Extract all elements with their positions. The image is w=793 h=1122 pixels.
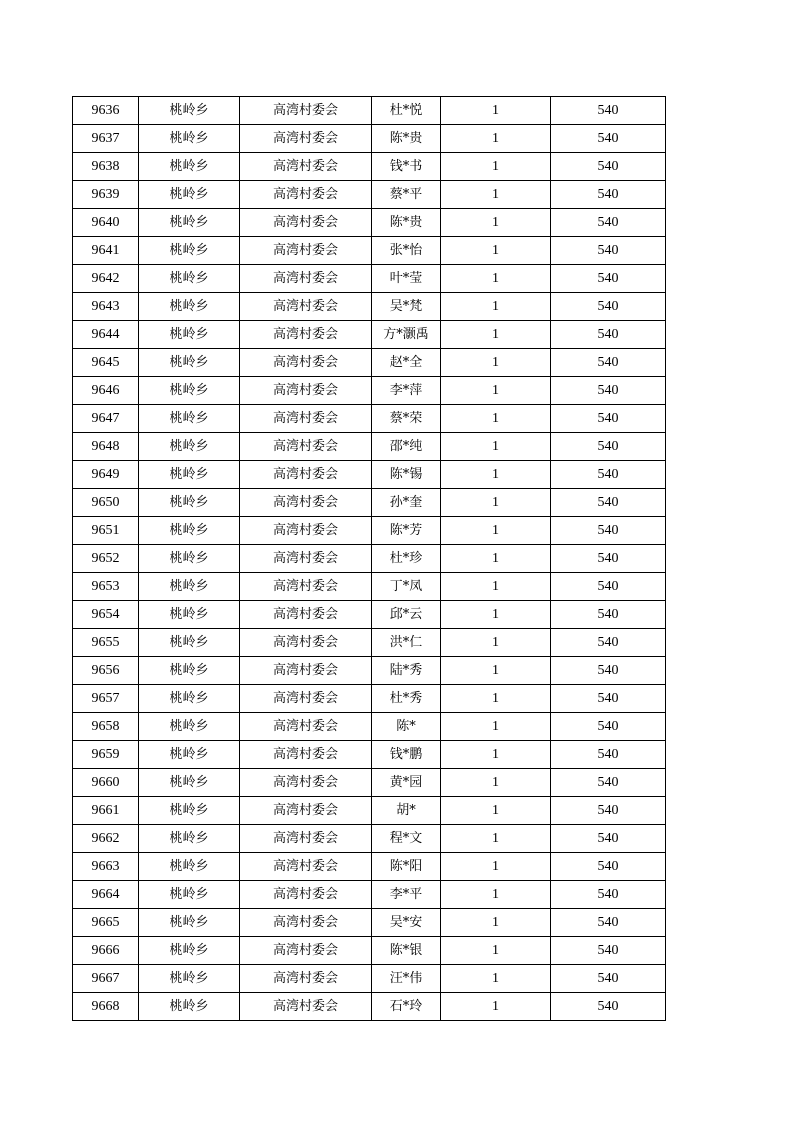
village-committee-cell: 高湾村委会 — [240, 601, 372, 629]
serial-number-cell: 9663 — [73, 853, 139, 881]
count-cell: 1 — [441, 601, 551, 629]
township-cell: 桃岭乡 — [139, 881, 240, 909]
serial-number-cell: 9658 — [73, 713, 139, 741]
township-cell: 桃岭乡 — [139, 657, 240, 685]
township-cell: 桃岭乡 — [139, 741, 240, 769]
table-row — [73, 825, 666, 853]
township-cell: 桃岭乡 — [139, 405, 240, 433]
count-cell: 1 — [441, 321, 551, 349]
township-cell: 桃岭乡 — [139, 153, 240, 181]
village-committee-cell: 高湾村委会 — [240, 517, 372, 545]
serial-number-cell: 9654 — [73, 601, 139, 629]
township-cell: 桃岭乡 — [139, 349, 240, 377]
table-row — [73, 685, 666, 713]
village-committee-cell: 高湾村委会 — [240, 853, 372, 881]
amount-cell: 540 — [551, 685, 666, 713]
amount-cell: 540 — [551, 237, 666, 265]
village-committee-cell: 高湾村委会 — [240, 881, 372, 909]
amount-cell: 540 — [551, 349, 666, 377]
serial-number-cell: 9657 — [73, 685, 139, 713]
village-committee-cell: 高湾村委会 — [240, 769, 372, 797]
village-committee-cell: 高湾村委会 — [240, 97, 372, 125]
serial-number-cell: 9653 — [73, 573, 139, 601]
amount-cell: 540 — [551, 657, 666, 685]
township-cell: 桃岭乡 — [139, 181, 240, 209]
name-cell: 黄*园 — [372, 769, 441, 797]
count-cell: 1 — [441, 965, 551, 993]
name-cell: 陈* — [372, 713, 441, 741]
township-cell: 桃岭乡 — [139, 265, 240, 293]
serial-number-cell: 9645 — [73, 349, 139, 377]
name-cell: 杜*秀 — [372, 685, 441, 713]
village-committee-cell: 高湾村委会 — [240, 545, 372, 573]
name-cell: 程*文 — [372, 825, 441, 853]
count-cell: 1 — [441, 629, 551, 657]
count-cell: 1 — [441, 517, 551, 545]
township-cell: 桃岭乡 — [139, 545, 240, 573]
table-row — [73, 769, 666, 797]
amount-cell: 540 — [551, 853, 666, 881]
table-row — [73, 433, 666, 461]
name-cell: 杜*悦 — [372, 97, 441, 125]
serial-number-cell: 9636 — [73, 97, 139, 125]
serial-number-cell: 9641 — [73, 237, 139, 265]
village-committee-cell: 高湾村委会 — [240, 489, 372, 517]
table-row — [73, 545, 666, 573]
township-cell: 桃岭乡 — [139, 797, 240, 825]
table-row — [73, 937, 666, 965]
amount-cell: 540 — [551, 965, 666, 993]
name-cell: 赵*全 — [372, 349, 441, 377]
village-committee-cell: 高湾村委会 — [240, 573, 372, 601]
table-row — [73, 209, 666, 237]
township-cell: 桃岭乡 — [139, 825, 240, 853]
township-cell: 桃岭乡 — [139, 321, 240, 349]
table-row — [73, 321, 666, 349]
serial-number-cell: 9659 — [73, 741, 139, 769]
table-row — [73, 881, 666, 909]
count-cell: 1 — [441, 237, 551, 265]
name-cell: 李*萍 — [372, 377, 441, 405]
township-cell: 桃岭乡 — [139, 489, 240, 517]
table-row — [73, 713, 666, 741]
name-cell: 杜*珍 — [372, 545, 441, 573]
count-cell: 1 — [441, 405, 551, 433]
amount-cell: 540 — [551, 545, 666, 573]
count-cell: 1 — [441, 349, 551, 377]
village-committee-cell: 高湾村委会 — [240, 293, 372, 321]
serial-number-cell: 9662 — [73, 825, 139, 853]
count-cell: 1 — [441, 573, 551, 601]
table-row — [73, 405, 666, 433]
count-cell: 1 — [441, 489, 551, 517]
count-cell: 1 — [441, 825, 551, 853]
serial-number-cell: 9647 — [73, 405, 139, 433]
serial-number-cell: 9665 — [73, 909, 139, 937]
township-cell: 桃岭乡 — [139, 909, 240, 937]
village-committee-cell: 高湾村委会 — [240, 937, 372, 965]
name-cell: 石*玲 — [372, 993, 441, 1021]
township-cell: 桃岭乡 — [139, 461, 240, 489]
village-committee-cell: 高湾村委会 — [240, 909, 372, 937]
count-cell: 1 — [441, 853, 551, 881]
count-cell: 1 — [441, 881, 551, 909]
village-committee-cell: 高湾村委会 — [240, 349, 372, 377]
table-row — [73, 909, 666, 937]
table-row — [73, 489, 666, 517]
township-cell: 桃岭乡 — [139, 293, 240, 321]
count-cell: 1 — [441, 433, 551, 461]
amount-cell: 540 — [551, 601, 666, 629]
serial-number-cell: 9664 — [73, 881, 139, 909]
count-cell: 1 — [441, 153, 551, 181]
serial-number-cell: 9643 — [73, 293, 139, 321]
count-cell: 1 — [441, 545, 551, 573]
amount-cell: 540 — [551, 881, 666, 909]
amount-cell: 540 — [551, 209, 666, 237]
amount-cell: 540 — [551, 993, 666, 1021]
amount-cell: 540 — [551, 909, 666, 937]
serial-number-cell: 9660 — [73, 769, 139, 797]
township-cell: 桃岭乡 — [139, 125, 240, 153]
table-row — [73, 125, 666, 153]
table-row — [73, 629, 666, 657]
amount-cell: 540 — [551, 405, 666, 433]
name-cell: 方*灏禹 — [372, 321, 441, 349]
village-committee-cell: 高湾村委会 — [240, 825, 372, 853]
roster-table — [72, 96, 666, 1021]
table-row — [73, 741, 666, 769]
serial-number-cell: 9640 — [73, 209, 139, 237]
serial-number-cell: 9648 — [73, 433, 139, 461]
village-committee-cell: 高湾村委会 — [240, 741, 372, 769]
township-cell: 桃岭乡 — [139, 937, 240, 965]
township-cell: 桃岭乡 — [139, 209, 240, 237]
table-row — [73, 965, 666, 993]
township-cell: 桃岭乡 — [139, 601, 240, 629]
township-cell: 桃岭乡 — [139, 237, 240, 265]
table-row — [73, 181, 666, 209]
table-row — [73, 517, 666, 545]
village-committee-cell: 高湾村委会 — [240, 265, 372, 293]
village-committee-cell: 高湾村委会 — [240, 125, 372, 153]
table-row — [73, 153, 666, 181]
serial-number-cell: 9639 — [73, 181, 139, 209]
name-cell: 孙*奎 — [372, 489, 441, 517]
name-cell: 蔡*荣 — [372, 405, 441, 433]
township-cell: 桃岭乡 — [139, 769, 240, 797]
table-row — [73, 853, 666, 881]
village-committee-cell: 高湾村委会 — [240, 797, 372, 825]
township-cell: 桃岭乡 — [139, 965, 240, 993]
table-row — [73, 349, 666, 377]
township-cell: 桃岭乡 — [139, 573, 240, 601]
serial-number-cell: 9661 — [73, 797, 139, 825]
table-row — [73, 265, 666, 293]
serial-number-cell: 9637 — [73, 125, 139, 153]
amount-cell: 540 — [551, 937, 666, 965]
amount-cell: 540 — [551, 461, 666, 489]
serial-number-cell: 9642 — [73, 265, 139, 293]
village-committee-cell: 高湾村委会 — [240, 181, 372, 209]
count-cell: 1 — [441, 713, 551, 741]
name-cell: 丁*凤 — [372, 573, 441, 601]
table-row — [73, 573, 666, 601]
village-committee-cell: 高湾村委会 — [240, 657, 372, 685]
count-cell: 1 — [441, 293, 551, 321]
township-cell: 桃岭乡 — [139, 853, 240, 881]
table-row — [73, 601, 666, 629]
roster-table-body — [73, 97, 666, 1021]
count-cell: 1 — [441, 741, 551, 769]
name-cell: 陈*贵 — [372, 125, 441, 153]
name-cell: 陈*锡 — [372, 461, 441, 489]
name-cell: 洪*仁 — [372, 629, 441, 657]
name-cell: 吴*梵 — [372, 293, 441, 321]
village-committee-cell: 高湾村委会 — [240, 965, 372, 993]
amount-cell: 540 — [551, 293, 666, 321]
serial-number-cell: 9646 — [73, 377, 139, 405]
amount-cell: 540 — [551, 629, 666, 657]
amount-cell: 540 — [551, 265, 666, 293]
village-committee-cell: 高湾村委会 — [240, 377, 372, 405]
count-cell: 1 — [441, 125, 551, 153]
table-row — [73, 657, 666, 685]
count-cell: 1 — [441, 97, 551, 125]
amount-cell: 540 — [551, 825, 666, 853]
count-cell: 1 — [441, 265, 551, 293]
count-cell: 1 — [441, 685, 551, 713]
name-cell: 邱*云 — [372, 601, 441, 629]
amount-cell: 540 — [551, 489, 666, 517]
village-committee-cell: 高湾村委会 — [240, 461, 372, 489]
table-row — [73, 293, 666, 321]
village-committee-cell: 高湾村委会 — [240, 321, 372, 349]
amount-cell: 540 — [551, 741, 666, 769]
township-cell: 桃岭乡 — [139, 433, 240, 461]
township-cell: 桃岭乡 — [139, 629, 240, 657]
amount-cell: 540 — [551, 181, 666, 209]
table-row — [73, 237, 666, 265]
amount-cell: 540 — [551, 97, 666, 125]
village-committee-cell: 高湾村委会 — [240, 237, 372, 265]
name-cell: 张*怡 — [372, 237, 441, 265]
table-row — [73, 797, 666, 825]
amount-cell: 540 — [551, 573, 666, 601]
count-cell: 1 — [441, 377, 551, 405]
amount-cell: 540 — [551, 517, 666, 545]
count-cell: 1 — [441, 937, 551, 965]
count-cell: 1 — [441, 209, 551, 237]
village-committee-cell: 高湾村委会 — [240, 405, 372, 433]
township-cell: 桃岭乡 — [139, 713, 240, 741]
name-cell: 陆*秀 — [372, 657, 441, 685]
name-cell: 汪*伟 — [372, 965, 441, 993]
name-cell: 陈*阳 — [372, 853, 441, 881]
serial-number-cell: 9644 — [73, 321, 139, 349]
township-cell: 桃岭乡 — [139, 993, 240, 1021]
amount-cell: 540 — [551, 769, 666, 797]
amount-cell: 540 — [551, 797, 666, 825]
count-cell: 1 — [441, 769, 551, 797]
serial-number-cell: 9656 — [73, 657, 139, 685]
name-cell: 钱*书 — [372, 153, 441, 181]
count-cell: 1 — [441, 797, 551, 825]
serial-number-cell: 9650 — [73, 489, 139, 517]
village-committee-cell: 高湾村委会 — [240, 153, 372, 181]
name-cell: 陈*芳 — [372, 517, 441, 545]
count-cell: 1 — [441, 657, 551, 685]
table-row — [73, 461, 666, 489]
name-cell: 钱*鹏 — [372, 741, 441, 769]
name-cell: 胡* — [372, 797, 441, 825]
amount-cell: 540 — [551, 125, 666, 153]
serial-number-cell: 9667 — [73, 965, 139, 993]
serial-number-cell: 9655 — [73, 629, 139, 657]
count-cell: 1 — [441, 909, 551, 937]
village-committee-cell: 高湾村委会 — [240, 209, 372, 237]
count-cell: 1 — [441, 461, 551, 489]
village-committee-cell: 高湾村委会 — [240, 713, 372, 741]
township-cell: 桃岭乡 — [139, 517, 240, 545]
amount-cell: 540 — [551, 377, 666, 405]
name-cell: 陈*贵 — [372, 209, 441, 237]
name-cell: 李*平 — [372, 881, 441, 909]
township-cell: 桃岭乡 — [139, 685, 240, 713]
name-cell: 叶*莹 — [372, 265, 441, 293]
count-cell: 1 — [441, 181, 551, 209]
serial-number-cell: 9666 — [73, 937, 139, 965]
serial-number-cell: 9649 — [73, 461, 139, 489]
village-committee-cell: 高湾村委会 — [240, 685, 372, 713]
village-committee-cell: 高湾村委会 — [240, 993, 372, 1021]
name-cell: 蔡*平 — [372, 181, 441, 209]
table-row — [73, 97, 666, 125]
amount-cell: 540 — [551, 713, 666, 741]
name-cell: 陈*银 — [372, 937, 441, 965]
township-cell: 桃岭乡 — [139, 377, 240, 405]
village-committee-cell: 高湾村委会 — [240, 629, 372, 657]
name-cell: 邵*纯 — [372, 433, 441, 461]
count-cell: 1 — [441, 993, 551, 1021]
serial-number-cell: 9668 — [73, 993, 139, 1021]
name-cell: 吴*安 — [372, 909, 441, 937]
table-row — [73, 993, 666, 1021]
village-committee-cell: 高湾村委会 — [240, 433, 372, 461]
amount-cell: 540 — [551, 433, 666, 461]
township-cell: 桃岭乡 — [139, 97, 240, 125]
serial-number-cell: 9652 — [73, 545, 139, 573]
serial-number-cell: 9651 — [73, 517, 139, 545]
amount-cell: 540 — [551, 321, 666, 349]
serial-number-cell: 9638 — [73, 153, 139, 181]
table-row — [73, 377, 666, 405]
amount-cell: 540 — [551, 153, 666, 181]
